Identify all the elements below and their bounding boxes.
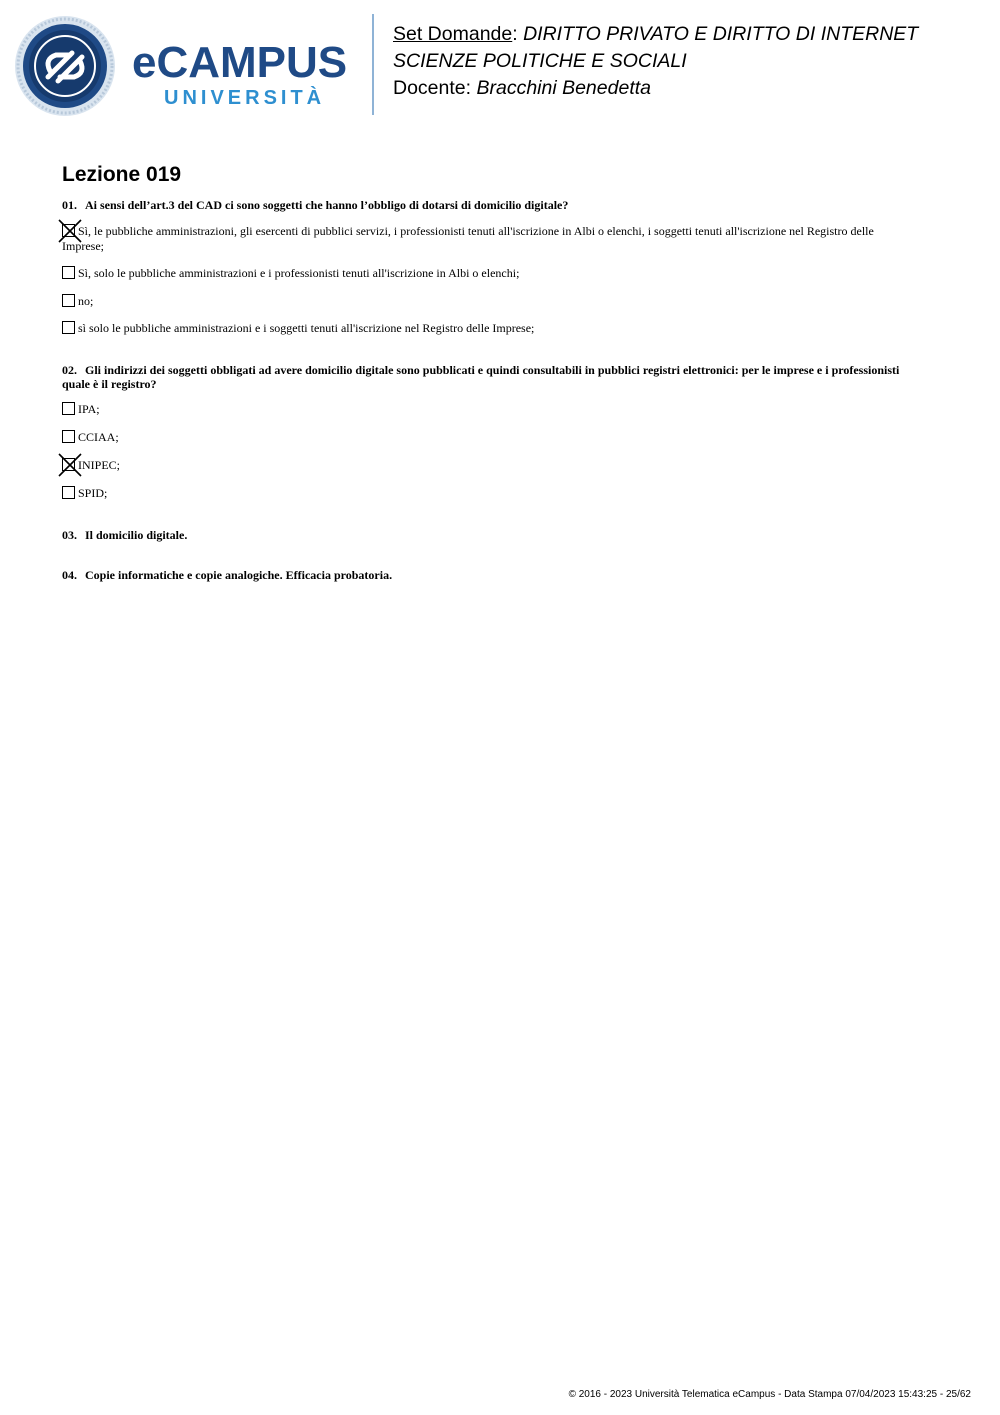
answer-checkbox[interactable]	[62, 294, 75, 307]
question-text: Copie informatiche e copie analogiche. Efficacia probatoria.	[85, 568, 393, 582]
question-number: 04.	[62, 568, 77, 582]
course-title-1: DIRITTO PRIVATO E DIRITTO DI INTERNET	[523, 23, 919, 45]
answer-text: Sì, solo le pubbliche amministrazioni e i professionisti tenuti all'iscrizione in Albi o elenchi;	[78, 266, 520, 280]
answer-text: IPA;	[78, 402, 100, 416]
answer-option[interactable]	[62, 486, 912, 501]
question-text: Gli indirizzi dei soggetti obbligati ad avere domicilio digitale sono pubblicati e quindi consultabili in pubblici registri elettronici: per le imprese e i professionisti quale è il registro?	[62, 363, 900, 391]
answer-checkbox[interactable]	[62, 266, 75, 279]
checked-x-icon	[58, 219, 82, 243]
answer-checkbox-checked[interactable]	[62, 224, 75, 237]
answer-checkbox[interactable]	[62, 430, 75, 443]
answer-text: INIPEC;	[78, 458, 120, 472]
question-01	[62, 198, 912, 212]
question-number: 03.	[62, 528, 77, 542]
answer-text: SPID;	[78, 486, 108, 500]
set-label: Set Domande	[393, 23, 513, 45]
logo-brand-text: eCAMPUS	[132, 38, 348, 87]
answer-text: CCIAA;	[78, 430, 119, 444]
lesson-title: Lezione 019	[62, 163, 182, 186]
header-course-line-1	[393, 22, 918, 46]
teacher-label: Docente:	[393, 77, 477, 99]
checked-x-icon	[58, 453, 82, 477]
logo-sub-text: UNIVERSITÀ	[164, 87, 326, 109]
answer-checkbox[interactable]	[62, 402, 75, 415]
answer-option[interactable]	[62, 430, 912, 445]
question-04	[62, 568, 912, 582]
question-text: Ai sensi dell’art.3 del CAD ci sono soggetti che hanno l’obbligo di dotarsi di domicilio digitale?	[85, 198, 569, 212]
answer-option[interactable]	[62, 321, 912, 336]
answer-option[interactable]	[62, 458, 912, 473]
header-teacher-line	[393, 76, 651, 100]
answer-text: sì solo le pubbliche amministrazioni e i soggetti tenuti all'iscrizione nel Registro delle Imprese;	[78, 321, 535, 335]
answer-option[interactable]	[62, 224, 912, 254]
ecampus-wordmark	[132, 40, 357, 112]
course-title-2: SCIENZE POLITICHE E SOCIALI	[393, 50, 687, 72]
question-02	[62, 363, 912, 391]
question-number: 01.	[62, 198, 77, 212]
answer-checkbox-checked[interactable]	[62, 458, 75, 471]
answer-checkbox[interactable]	[62, 321, 75, 334]
header-divider	[372, 14, 374, 115]
university-seal-logo	[14, 15, 116, 117]
answer-option[interactable]	[62, 294, 912, 309]
answer-option[interactable]	[62, 402, 912, 417]
answer-text: Sì, le pubbliche amministrazioni, gli esercenti di pubblici servizi, i professionisti tenuti all'iscrizione in Albi o elenchi, i soggetti tenuti all'iscrizione nel Registro delle Imprese;	[62, 224, 874, 253]
page-footer: © 2016 - 2023 Università Telematica eCampus - Data Stampa 07/04/2023 15:43:25 - 25/62	[568, 1389, 971, 1400]
question-03	[62, 528, 912, 542]
answer-text: no;	[78, 294, 94, 308]
header-course-line-2	[393, 49, 687, 73]
answer-option[interactable]	[62, 266, 912, 281]
question-text: Il domicilio digitale.	[85, 528, 188, 542]
answer-checkbox[interactable]	[62, 486, 75, 499]
teacher-name: Bracchini Benedetta	[476, 77, 651, 99]
set-colon: :	[512, 23, 524, 45]
question-number: 02.	[62, 363, 77, 377]
